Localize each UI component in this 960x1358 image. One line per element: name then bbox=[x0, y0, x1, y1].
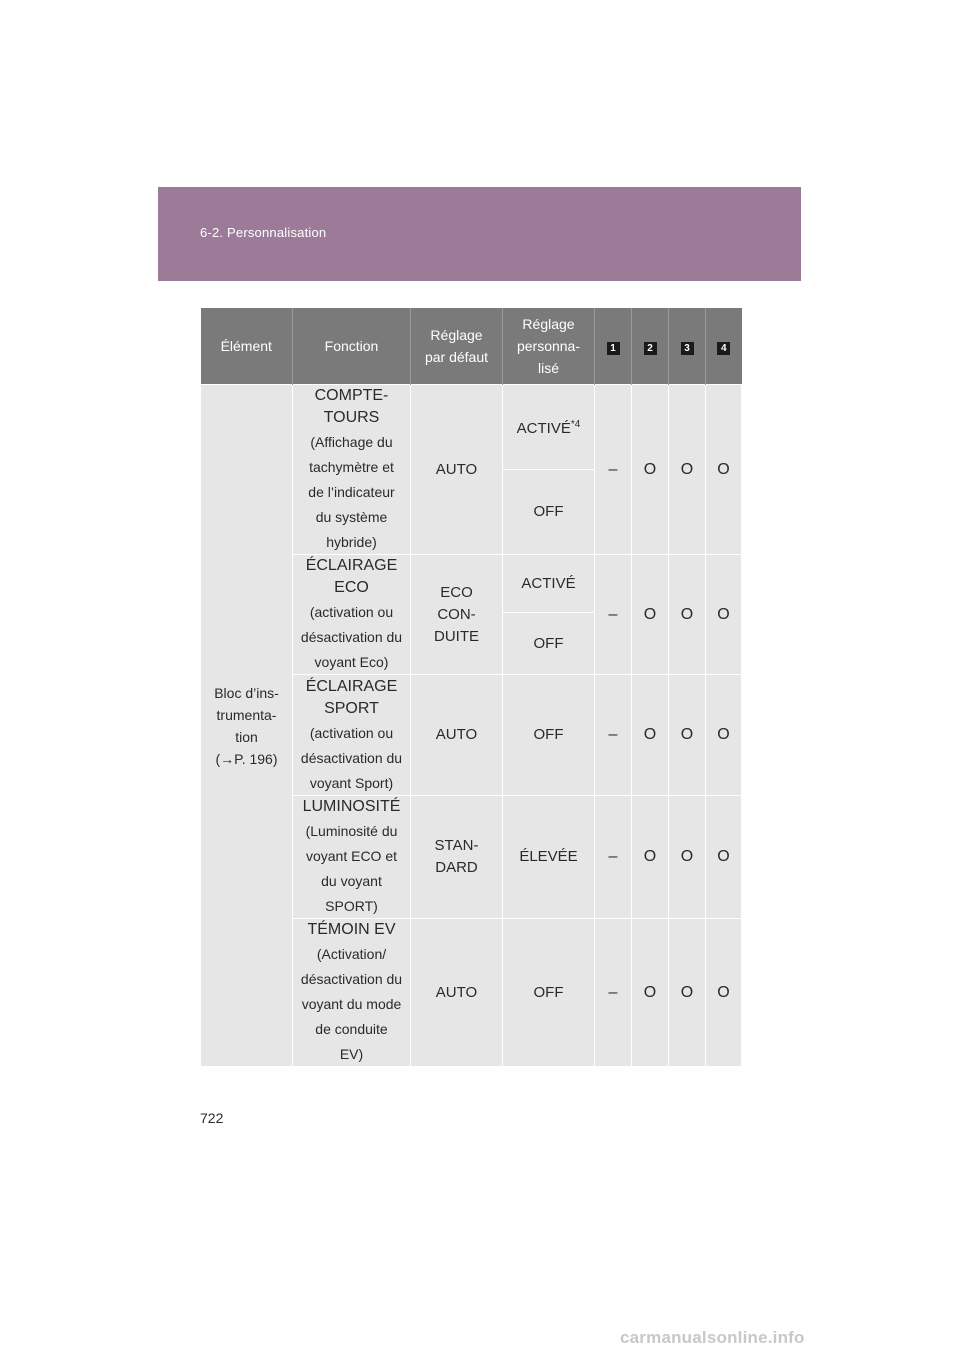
function-subtitle: voyant ECO et bbox=[305, 848, 398, 864]
mark-3: O bbox=[669, 796, 706, 919]
function-cell bbox=[293, 796, 411, 919]
section-title: 6-2. Personnalisation bbox=[200, 225, 327, 240]
page-number: 722 bbox=[200, 1110, 224, 1126]
mark-2: O bbox=[632, 919, 669, 1067]
element-line: (→P. 196) bbox=[215, 750, 278, 767]
function-title: ÉCLAIRAGE bbox=[305, 557, 398, 574]
mark-4: O bbox=[706, 555, 742, 675]
default-line: STAN- bbox=[434, 837, 479, 854]
custom-value: OFF bbox=[503, 675, 595, 796]
element-line: tion bbox=[235, 728, 258, 745]
custom-value: OFF bbox=[503, 919, 595, 1067]
default-value: AUTO bbox=[411, 385, 503, 555]
mark-2: O bbox=[632, 555, 669, 675]
custom-value: ACTIVÉ bbox=[503, 555, 595, 613]
function-subtitle: désactivation du bbox=[300, 749, 403, 766]
mark-2: O bbox=[632, 385, 669, 555]
mark-4: O bbox=[706, 796, 742, 919]
function-subtitle: désactivation du bbox=[300, 629, 403, 645]
function-title: COMPTE- bbox=[314, 387, 389, 404]
function-subtitle: tachymètre et bbox=[309, 459, 394, 475]
function-subtitle: voyant Eco) bbox=[314, 654, 389, 670]
mark-4: O bbox=[706, 919, 742, 1067]
function-title: ÉCLAIRAGE bbox=[305, 677, 398, 695]
header-element: Élément bbox=[201, 308, 293, 385]
function-subtitle: de l’indicateur bbox=[308, 484, 395, 500]
default-value: AUTO bbox=[411, 675, 503, 796]
watermark: carmanualsonline.info bbox=[620, 1328, 805, 1347]
function-subtitle: (activation ou bbox=[309, 724, 394, 741]
custom-value: OFF bbox=[503, 613, 595, 675]
header-badge-4 bbox=[706, 308, 742, 385]
badge-2-icon: 2 bbox=[644, 342, 657, 355]
function-title: SPORT bbox=[324, 699, 379, 717]
header-defaut-label: Réglage par défaut bbox=[424, 327, 489, 365]
mark-4: O bbox=[706, 385, 742, 555]
mark-1: – bbox=[595, 555, 632, 675]
element-line: trumenta- bbox=[216, 706, 277, 723]
function-cell bbox=[293, 385, 411, 555]
table-row bbox=[201, 385, 742, 470]
default-value bbox=[411, 555, 503, 675]
default-value bbox=[411, 796, 503, 919]
default-line: DUITE bbox=[434, 627, 479, 645]
function-subtitle: voyant Sport) bbox=[309, 774, 394, 791]
mark-3: O bbox=[669, 675, 706, 796]
function-subtitle: (Activation/ bbox=[316, 946, 387, 962]
function-subtitle: désactivation du bbox=[300, 971, 403, 987]
function-subtitle: de conduite bbox=[315, 1021, 388, 1037]
mark-1: – bbox=[595, 919, 632, 1067]
default-value: AUTO bbox=[411, 919, 503, 1067]
header-perso bbox=[503, 308, 595, 385]
table-header-row bbox=[201, 308, 742, 385]
function-subtitle: (Luminosité du bbox=[305, 823, 398, 839]
header-badge-2 bbox=[632, 308, 669, 385]
function-subtitle: hybride) bbox=[326, 534, 377, 550]
badge-4-icon: 4 bbox=[717, 342, 730, 355]
function-cell bbox=[293, 675, 411, 796]
header-badge-1 bbox=[595, 308, 632, 385]
mark-2: O bbox=[632, 796, 669, 919]
function-subtitle: SPORT) bbox=[325, 898, 378, 914]
section-header-band bbox=[158, 187, 801, 281]
default-line: CON- bbox=[437, 605, 476, 623]
header-fonction: Fonction bbox=[293, 308, 411, 385]
custom-value bbox=[503, 385, 595, 470]
function-subtitle: EV) bbox=[339, 1046, 364, 1062]
function-subtitle: voyant du mode bbox=[301, 996, 402, 1012]
function-title: ECO bbox=[334, 579, 369, 596]
mark-1: – bbox=[595, 796, 632, 919]
function-cell bbox=[293, 555, 411, 675]
element-cell bbox=[201, 385, 293, 1067]
function-subtitle: (activation ou bbox=[309, 604, 394, 620]
custom-value-text: ACTIVÉ bbox=[516, 420, 571, 437]
function-title: TOURS bbox=[323, 409, 380, 426]
footnote-ref: *4 bbox=[570, 419, 581, 430]
badge-3-icon: 3 bbox=[681, 342, 694, 355]
function-subtitle: du système bbox=[315, 509, 388, 525]
header-defaut bbox=[411, 308, 503, 385]
header-perso-label: Réglage personna- lisé bbox=[516, 316, 581, 376]
header-badge-3 bbox=[669, 308, 706, 385]
default-line: ECO bbox=[440, 583, 473, 601]
function-cell bbox=[293, 919, 411, 1067]
mark-3: O bbox=[669, 919, 706, 1067]
mark-2: O bbox=[632, 675, 669, 796]
function-subtitle: (Affichage du bbox=[310, 434, 393, 450]
settings-table bbox=[200, 308, 742, 1067]
custom-value: ÉLEVÉE bbox=[503, 796, 595, 919]
custom-value: OFF bbox=[503, 470, 595, 555]
function-title: LUMINOSITÉ bbox=[302, 798, 401, 815]
mark-1: – bbox=[595, 385, 632, 555]
mark-3: O bbox=[669, 555, 706, 675]
default-line: DARD bbox=[435, 859, 478, 876]
mark-4: O bbox=[706, 675, 742, 796]
element-line: Bloc d’ins- bbox=[214, 684, 279, 701]
mark-1: – bbox=[595, 675, 632, 796]
badge-1-icon: 1 bbox=[607, 342, 620, 355]
function-title: TÉMOIN EV bbox=[307, 921, 396, 938]
mark-3: O bbox=[669, 385, 706, 555]
function-subtitle: du voyant bbox=[321, 873, 382, 889]
